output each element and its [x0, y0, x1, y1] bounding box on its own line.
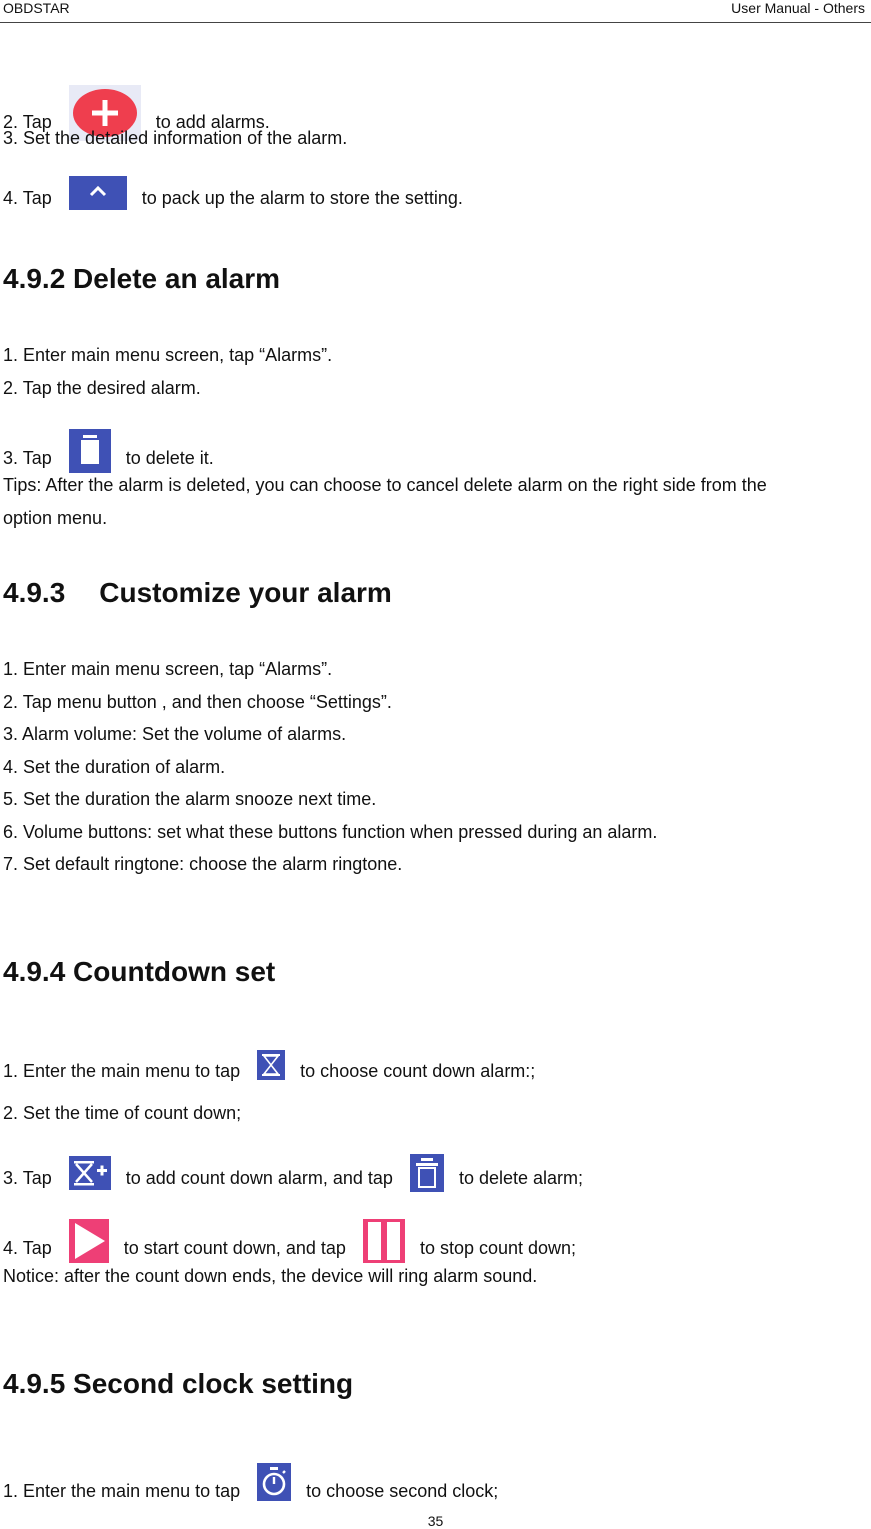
sec492-step-1: 1. Enter main menu screen, tap “Alarms”.: [3, 345, 333, 365]
hourglass-icon[interactable]: [257, 1050, 285, 1080]
stopwatch-icon[interactable]: [257, 1463, 291, 1501]
collapse-chevron-icon[interactable]: [69, 176, 127, 210]
sec493-step-3: 3. Alarm volume: Set the volume of alarms.: [3, 724, 347, 744]
header-section: User Manual - Others: [731, 0, 865, 16]
sec492-step-3: 3. Tap to delete it.: [3, 437, 214, 481]
section-number-493: 4.9.3: [3, 577, 66, 608]
pause-icon[interactable]: [363, 1219, 405, 1263]
sec494-step-4: 4. Tap to start count down, and tap to stop count down;: [3, 1227, 576, 1271]
trash-icon[interactable]: [410, 1154, 444, 1192]
sec492-tip-line1: Tips: After the alarm is deleted, you can choose to cancel delete alarm on the right side from the: [3, 475, 767, 495]
section-heading-493: Customize your alarm: [99, 577, 392, 608]
sec493-step-5: 5. Set the duration the alarm snooze next time.: [3, 789, 377, 809]
sec494-step-3: 3. Tap to add count down alarm, and tap to delete alarm;: [3, 1160, 583, 1198]
section-title-495: 4.9.5 Second clock setting: [3, 1368, 354, 1399]
step-2-add: 2. Tap to add alarms.: [3, 95, 270, 151]
add-countdown-icon[interactable]: [69, 1156, 111, 1190]
sec494-step-2: 2. Set the time of count down;: [3, 1103, 242, 1123]
header-brand: OBDSTAR: [3, 0, 70, 16]
section-title-494: 4.9.4 Countdown set: [3, 956, 276, 987]
section-title-493: [3, 576, 392, 610]
sec495-step-1: 1. Enter the main menu to tap to choose second clock;: [3, 1473, 498, 1511]
trash-icon[interactable]: [69, 429, 111, 473]
sec493-step-6: 6. Volume buttons: set what these buttons function when pressed during an alarm.: [3, 822, 658, 842]
sec494-step-1: 1. Enter the main menu to tap to choose count down alarm:;: [3, 1057, 535, 1087]
page-header: [0, 0, 871, 23]
step-4-pack: 4. Tap to pack up the alarm to store the setting.: [3, 182, 463, 216]
step-3: 3. Set the detailed information of the alarm.: [3, 128, 348, 148]
sec494-notice: Notice: after the count down ends, the device will ring alarm sound.: [3, 1266, 538, 1286]
sec492-step-2: 2. Tap the desired alarm.: [3, 378, 201, 398]
sec493-step-1: 1. Enter main menu screen, tap “Alarms”.: [3, 659, 333, 679]
sec492-tip-line2: option menu.: [3, 508, 108, 528]
sec493-step-2: 2. Tap menu button , and then choose “Settings”.: [3, 692, 392, 712]
section-title-492: 4.9.2 Delete an alarm: [3, 263, 281, 294]
page-number: 35: [427, 1513, 444, 1529]
play-icon[interactable]: [69, 1219, 109, 1263]
sec493-step-7: 7. Set default ringtone: choose the alarm ringtone.: [3, 854, 403, 874]
sec493-step-4: 4. Set the duration of alarm.: [3, 757, 226, 777]
